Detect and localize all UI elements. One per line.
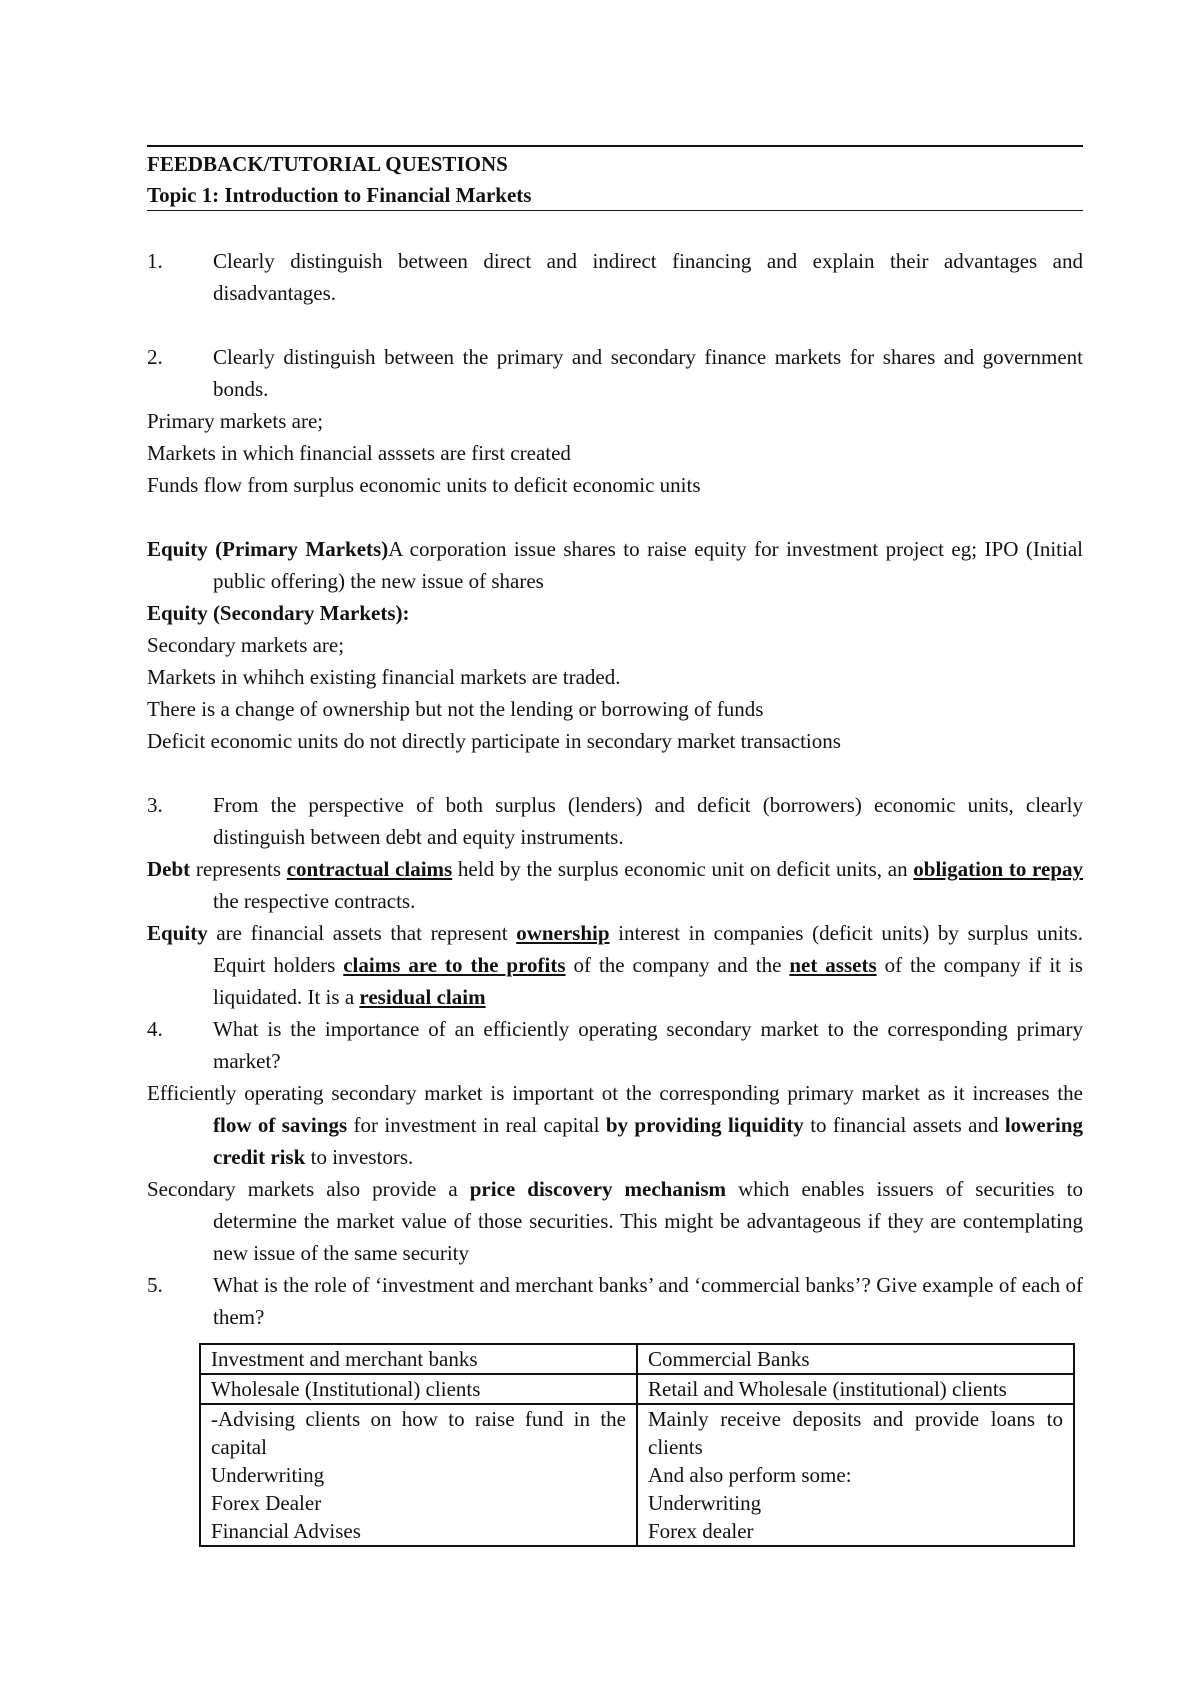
- table-cell: Mainly receive deposits and provide loans to clients And also perform some: Underwriting Forex dealer: [637, 1404, 1074, 1546]
- underlined-term: contractual claims: [286, 857, 453, 881]
- equity-paragraph: Equity are financial assets that represent ownership interest in companies (deficit units) by surplus units. Equirt holders claims are to the profits of the company and the net assets of the company if it is liquidated. It is a residual claim: [147, 921, 1083, 1009]
- answer-paragraph: Secondary markets also provide a price discovery mechanism which enables issuers of securities to determine the market value of those securities. This might be advantageous if they are contemplating new issue of the same security: [147, 1177, 1083, 1265]
- question-2: [147, 341, 1083, 405]
- answer-paragraph: Efficiently operating secondary market is important ot the corresponding primary market as it increases the flow of savings for investment in real capital by providing liquidity to financial assets and lowering credit risk to investors.: [147, 1081, 1083, 1169]
- header-rule: [147, 210, 1083, 211]
- table-cell: Investment and merchant banks: [200, 1344, 637, 1374]
- page-title: FEEDBACK/TUTORIAL QUESTIONS: [147, 152, 508, 176]
- underlined-term: residual claim: [359, 985, 486, 1009]
- table-row: [200, 1374, 1074, 1404]
- table-cell: Retail and Wholesale (institutional) clients: [637, 1374, 1074, 1404]
- question-number: 3.: [147, 793, 163, 817]
- table-cell: Commercial Banks: [637, 1344, 1074, 1374]
- question-1: [147, 245, 1083, 309]
- underlined-term: obligation to repay: [913, 857, 1083, 881]
- table-row: [200, 1404, 1074, 1546]
- answer-line: Primary markets are;: [147, 409, 324, 433]
- answer-line: Markets in which financial asssets are first created: [147, 441, 571, 465]
- question-text: What is the role of ‘investment and merchant banks’ and ‘commercial banks’? Give example of each of them?: [213, 1273, 1083, 1329]
- answer-line: Deficit economic units do not directly participate in secondary market transactions: [147, 729, 841, 753]
- answer-line: Funds flow from surplus economic units to deficit economic units: [147, 473, 701, 497]
- debt-paragraph: Debt represents contractual claims held by the surplus economic unit on deficit units, an obligation to repay the respective contracts.: [147, 857, 1083, 913]
- question-number: 1.: [147, 249, 163, 273]
- equity-primary-paragraph: Equity (Primary Markets)A corporation issue shares to raise equity for investment project eg; IPO (Initial public offering) the new issue of shares: [147, 537, 1083, 593]
- underlined-term: ownership: [516, 921, 610, 945]
- underlined-term: net assets: [789, 953, 877, 977]
- question-4: [147, 1013, 1083, 1077]
- equity-secondary-heading: Equity (Secondary Markets):: [147, 601, 410, 625]
- answer-line: There is a change of ownership but not the lending or borrowing of funds: [147, 697, 764, 721]
- table-row: [200, 1344, 1074, 1374]
- bold-term: Equity (Primary Markets): [147, 537, 389, 561]
- underlined-term: claims are to the profits: [343, 953, 566, 977]
- table-cell: -Advising clients on how to raise fund in the capital Underwriting Forex Dealer Financial Advises: [200, 1404, 637, 1546]
- table-cell: Wholesale (Institutional) clients: [200, 1374, 637, 1404]
- answer-line: Markets in whihch existing financial markets are traded.: [147, 665, 621, 689]
- answer-line: Secondary markets are;: [147, 633, 345, 657]
- question-number: 2.: [147, 345, 163, 369]
- top-rule: [147, 145, 1083, 147]
- question-text: Clearly distinguish between the primary and secondary finance markets for shares and government bonds.: [213, 345, 1083, 401]
- question-number: 4.: [147, 1017, 163, 1041]
- question-text: From the perspective of both surplus (lenders) and deficit (borrowers) economic units, clearly distinguish between debt and equity instruments.: [213, 793, 1083, 849]
- banks-comparison-table: [199, 1343, 1075, 1547]
- question-3: [147, 789, 1083, 853]
- topic-title: Topic 1: Introduction to Financial Markets: [147, 183, 532, 207]
- question-5: [147, 1269, 1083, 1333]
- question-number: 5.: [147, 1273, 163, 1297]
- question-text: Clearly distinguish between direct and indirect financing and explain their advantages and disadvantages.: [213, 249, 1083, 305]
- question-text: What is the importance of an efficiently operating secondary market to the corresponding primary market?: [213, 1017, 1083, 1073]
- document-body: [147, 245, 1083, 1333]
